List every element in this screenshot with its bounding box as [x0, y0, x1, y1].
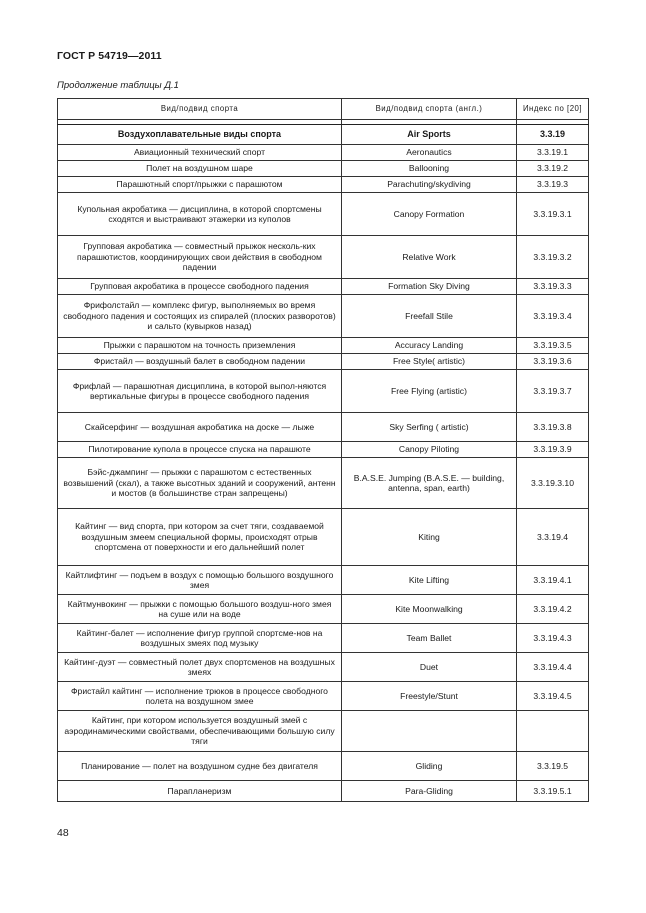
cell-sport-ru: Кайтинг — вид спорта, при котором за счет тяги, создаваемой воздушным змеем специальной формы, происходят отрыв спортсмена от поверхности и его дальнейший полет: [58, 509, 342, 566]
cell-sport-en: Team Ballet: [342, 624, 517, 653]
table-row: [58, 279, 589, 295]
cell-index: 3.3.19.4: [517, 509, 589, 566]
table-row: [58, 682, 589, 711]
cell-sport-ru: Парапланеризм: [58, 781, 342, 802]
cell-index: 3.3.19.4.3: [517, 624, 589, 653]
cell-sport-en: Duet: [342, 653, 517, 682]
table-header-row: [58, 99, 589, 120]
cell-sport-en: Ballooning: [342, 161, 517, 177]
header-sport-en: Вид/подвид спорта (англ.): [342, 99, 517, 120]
cell-sport-ru: Прыжки с парашютом на точность приземления: [58, 338, 342, 354]
cell-index: 3.3.19.5: [517, 752, 589, 781]
cell-sport-en: Formation Sky Diving: [342, 279, 517, 295]
page-number: 48: [57, 827, 69, 839]
header-sport-ru: Вид/подвид спорта: [58, 99, 342, 120]
cell-sport-en: Relative Work: [342, 236, 517, 279]
table-row: [58, 236, 589, 279]
cell-index: 3.3.19.4.1: [517, 566, 589, 595]
cell-sport-en: Gliding: [342, 752, 517, 781]
header-index: Индекс по [20]: [517, 99, 589, 120]
table-row: [58, 595, 589, 624]
table-row: [58, 413, 589, 442]
cell-index: 3.3.19.3.1: [517, 193, 589, 236]
cell-index: 3.3.19.3.8: [517, 413, 589, 442]
sports-table: [57, 98, 589, 802]
cell-sport-en: B.A.S.E. Jumping (B.A.S.E. — building, antenna, span, earth): [342, 458, 517, 509]
cell-sport-ru: Купольная акробатика — дисциплина, в которой спортсмены сходятся и выстраивают этажерки из куполов: [58, 193, 342, 236]
table-row: [58, 781, 589, 802]
table-row: [58, 295, 589, 338]
cell-sport-en: Parachuting/skydiving: [342, 177, 517, 193]
cell-sport-ru: Фристайл кайтинг — исполнение трюков в процессе свободного полета на воздушном змее: [58, 682, 342, 711]
table-row: [58, 193, 589, 236]
cell-sport-en: Kiting: [342, 509, 517, 566]
cell-index: 3.3.19.2: [517, 161, 589, 177]
cell-sport-en: Canopy Piloting: [342, 442, 517, 458]
table-row: [58, 145, 589, 161]
table-row: [58, 338, 589, 354]
cell-sport-en: [342, 711, 517, 752]
cell-sport-ru: Групповая акробатика — совместный прыжок несколь-ких парашютистов, координирующих свои действия в свободном падении: [58, 236, 342, 279]
cell-sport-en: Free Flying (artistic): [342, 370, 517, 413]
cell-index: 3.3.19.3.6: [517, 354, 589, 370]
table-row: [58, 752, 589, 781]
table-row: [58, 653, 589, 682]
table-caption: Продолжение таблицы Д.1: [57, 80, 179, 91]
section-ru: Воздухоплавательные виды спорта: [58, 125, 342, 145]
cell-sport-ru: Кайтинг-балет — исполнение фигур группой спортсме-нов на воздушных змеях под музыку: [58, 624, 342, 653]
cell-index: 3.3.19.3.7: [517, 370, 589, 413]
table-row: [58, 509, 589, 566]
cell-sport-ru: Скайсерфинг — воздушная акробатика на доске — лыже: [58, 413, 342, 442]
table-row: [58, 711, 589, 752]
table-row: [58, 354, 589, 370]
cell-sport-en: Sky Serfing ( artistic): [342, 413, 517, 442]
cell-sport-ru: Пилотирование купола в процессе спуска на парашюте: [58, 442, 342, 458]
table-row: [58, 370, 589, 413]
cell-sport-en: Accuracy Landing: [342, 338, 517, 354]
cell-sport-en: Kite Lifting: [342, 566, 517, 595]
cell-index: [517, 711, 589, 752]
cell-sport-en: Aeronautics: [342, 145, 517, 161]
section-en: Air Sports: [342, 125, 517, 145]
cell-index: 3.3.19.3.9: [517, 442, 589, 458]
cell-index: 3.3.19.4.5: [517, 682, 589, 711]
cell-sport-en: Kite Moonwalking: [342, 595, 517, 624]
cell-index: 3.3.19.3.5: [517, 338, 589, 354]
table-row: [58, 161, 589, 177]
cell-sport-ru: Бэйс-джампинг — прыжки с парашютом с естественных возвышений (скал), а также высотных зданий и сооружений, антенн и мостов (в большинстве стран запрещены): [58, 458, 342, 509]
cell-sport-ru: Авиационный технический спорт: [58, 145, 342, 161]
cell-sport-ru: Фристайл — воздушный балет в свободном падении: [58, 354, 342, 370]
cell-sport-ru: Фрифолстайл — комплекс фигур, выполняемых во время свободного падения и состоящих из спиралей (плоских разворотов) и сальто (кувырков назад): [58, 295, 342, 338]
cell-sport-ru: Парашютный спорт/прыжки с парашютом: [58, 177, 342, 193]
cell-index: 3.3.19.3.10: [517, 458, 589, 509]
table-row: [58, 458, 589, 509]
cell-sport-en: Freestyle/Stunt: [342, 682, 517, 711]
cell-index: 3.3.19.3.3: [517, 279, 589, 295]
cell-sport-ru: Полет на воздушном шаре: [58, 161, 342, 177]
cell-index: 3.3.19.3: [517, 177, 589, 193]
cell-sport-ru: Кайтлифтинг — подъем в воздух с помощью большого воздушного змея: [58, 566, 342, 595]
table-row: [58, 624, 589, 653]
section-index: 3.3.19: [517, 125, 589, 145]
cell-index: 3.3.19.4.4: [517, 653, 589, 682]
cell-sport-ru: Групповая акробатика в процессе свободного падения: [58, 279, 342, 295]
document-id: ГОСТ Р 54719—2011: [57, 50, 162, 62]
cell-sport-en: Freefall Stile: [342, 295, 517, 338]
cell-sport-ru: Планирование — полет на воздушном судне без двигателя: [58, 752, 342, 781]
cell-index: 3.3.19.3.2: [517, 236, 589, 279]
cell-sport-ru: Кайтинг-дуэт — совместный полет двух спортсменов на воздушных змеях: [58, 653, 342, 682]
table-row: [58, 566, 589, 595]
cell-sport-ru: Кайтинг, при котором используется воздушный змей с аэродинамическими свойствами, обеспечивающими большую силу тяги: [58, 711, 342, 752]
cell-index: 3.3.19.3.4: [517, 295, 589, 338]
cell-sport-ru: Кайтмунвокинг — прыжки с помощью большого воздуш-ного змея на суше или на воде: [58, 595, 342, 624]
cell-sport-en: Canopy Formation: [342, 193, 517, 236]
cell-sport-en: Para-Gliding: [342, 781, 517, 802]
cell-sport-en: Free Style( artistic): [342, 354, 517, 370]
cell-index: 3.3.19.4.2: [517, 595, 589, 624]
table-row: [58, 442, 589, 458]
cell-sport-ru: Фрифлай — парашютная дисциплина, в которой выпол-няются вертикальные фигуры в процессе свободного падения: [58, 370, 342, 413]
table-row: [58, 177, 589, 193]
section-row: [58, 125, 589, 145]
cell-index: 3.3.19.5.1: [517, 781, 589, 802]
cell-index: 3.3.19.1: [517, 145, 589, 161]
